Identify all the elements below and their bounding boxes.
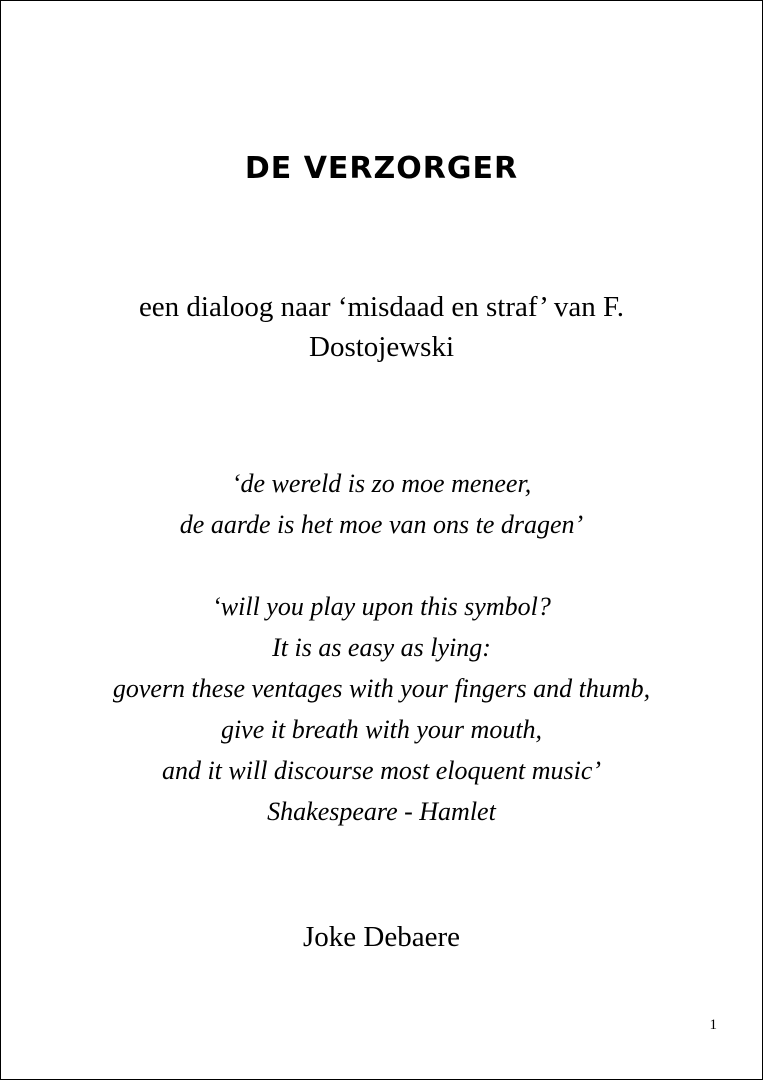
quote-line: It is as easy as lying: bbox=[272, 633, 491, 662]
quote-line: and it will discourse most eloquent music’ bbox=[161, 756, 602, 785]
quote-line: ‘will you play upon this symbol? bbox=[212, 592, 551, 621]
author-name: Joke Debaere bbox=[303, 921, 460, 953]
epigraph-quote bbox=[1, 586, 762, 832]
quote-line: govern these ventages with your fingers and thumb, bbox=[112, 674, 651, 703]
subtitle-line: een dialoog naar ‘misdaad en straf’ van F. bbox=[138, 291, 625, 323]
quote-attribution: Shakespeare - Hamlet bbox=[267, 797, 496, 826]
epigraph-quote bbox=[1, 463, 762, 545]
page-number: 1 bbox=[709, 1017, 717, 1033]
subtitle bbox=[1, 287, 762, 367]
quote-line: de aarde is het moe van ons te dragen’ bbox=[179, 510, 584, 539]
subtitle-line: Dostojewski bbox=[309, 331, 454, 363]
page-title: DE VERZORGER bbox=[244, 151, 519, 186]
quote-line: give it breath with your mouth, bbox=[220, 715, 543, 744]
quote-line: ‘de wereld is zo moe meneer, bbox=[231, 469, 532, 498]
